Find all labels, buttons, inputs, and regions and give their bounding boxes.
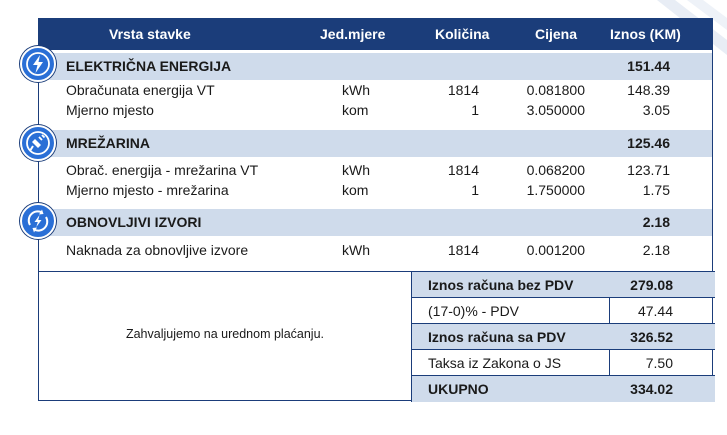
- row-unit: kom: [342, 102, 369, 118]
- summary-row-total: [412, 375, 715, 402]
- row-amount: 123.71: [627, 162, 670, 178]
- row-qty: 1: [471, 102, 479, 118]
- row-name: Obrač. energija - mrežarina VT: [66, 162, 259, 178]
- row-unit: kWh: [342, 82, 370, 98]
- summary-label: UKUPNO: [428, 381, 489, 397]
- row-price: 3.050000: [526, 102, 585, 118]
- summary-value: 279.08: [630, 277, 673, 293]
- table-row: [39, 102, 712, 121]
- col-unit-header: Jed.mjere: [320, 26, 386, 42]
- row-price: 0.068200: [526, 162, 585, 178]
- row-name: Naknada za obnovljive izvore: [66, 242, 249, 258]
- row-qty: 1: [471, 182, 479, 198]
- col-item-header: Vrsta stavke: [109, 26, 191, 42]
- row-name: Mjerno mjesto - mrežarina: [66, 182, 229, 198]
- table-row: [39, 242, 712, 261]
- row-price: 1.750000: [526, 182, 585, 198]
- row-amount: 3.05: [642, 102, 670, 118]
- row-unit: kWh: [342, 242, 370, 258]
- thanks-message: Zahvaljujemo na urednom plaćanju.: [125, 327, 325, 341]
- col-amount-header: Iznos (KM): [610, 26, 681, 42]
- summary-label: (17-0)% - PDV: [428, 303, 520, 319]
- section-title: ELEKTRIČNA ENERGIJA: [66, 58, 232, 74]
- col-price-header: Cijena: [535, 26, 578, 42]
- row-unit: kWh: [342, 162, 370, 178]
- summary-label: Iznos računa bez PDV: [428, 277, 574, 293]
- summary-row-vat: [412, 297, 715, 323]
- summary-value: 326.52: [630, 329, 673, 345]
- row-qty: 1814: [447, 242, 479, 258]
- renewable-icon: [20, 203, 56, 239]
- summary-label: Taksa iz Zakona o JS: [428, 355, 562, 371]
- row-amount: 2.18: [642, 242, 670, 258]
- row-qty: 1814: [447, 162, 479, 178]
- row-qty: 1814: [447, 82, 479, 98]
- table-header: [39, 19, 712, 50]
- row-price: 0.081800: [526, 82, 585, 98]
- section-total: 2.18: [642, 214, 670, 230]
- section-total: 151.44: [627, 58, 670, 74]
- section-electric-energy: [39, 53, 712, 80]
- row-price: 0.001200: [526, 242, 585, 258]
- section-title: MREŽARINA: [66, 135, 150, 151]
- row-amount: 1.75: [642, 182, 670, 198]
- summary-row-gross: [412, 323, 715, 349]
- summary-row-tax: [412, 349, 715, 375]
- col-qty-header: Količina: [435, 26, 490, 42]
- summary-row-net: [412, 271, 715, 297]
- table-row: [39, 82, 712, 101]
- summary-label: Iznos računa sa PDV: [428, 329, 566, 345]
- table-row: [39, 162, 712, 181]
- bill-table: [38, 18, 713, 401]
- summary-value: 7.50: [645, 355, 673, 371]
- section-network-fee: [39, 130, 712, 157]
- plug-icon: [20, 125, 56, 161]
- row-name: Mjerno mjesto: [66, 102, 154, 118]
- summary-value: 47.44: [637, 303, 673, 319]
- section-renewables: [39, 209, 712, 236]
- summary-value: 334.02: [630, 381, 673, 397]
- section-title: OBNOVLJIVI IZVORI: [66, 214, 202, 230]
- lightning-icon: [20, 46, 56, 82]
- row-name: Obračunata energija VT: [66, 82, 215, 98]
- summary-box: [411, 271, 715, 402]
- section-total: 125.46: [627, 135, 670, 151]
- table-row: [39, 182, 712, 201]
- row-amount: 148.39: [627, 82, 670, 98]
- row-unit: kom: [342, 182, 369, 198]
